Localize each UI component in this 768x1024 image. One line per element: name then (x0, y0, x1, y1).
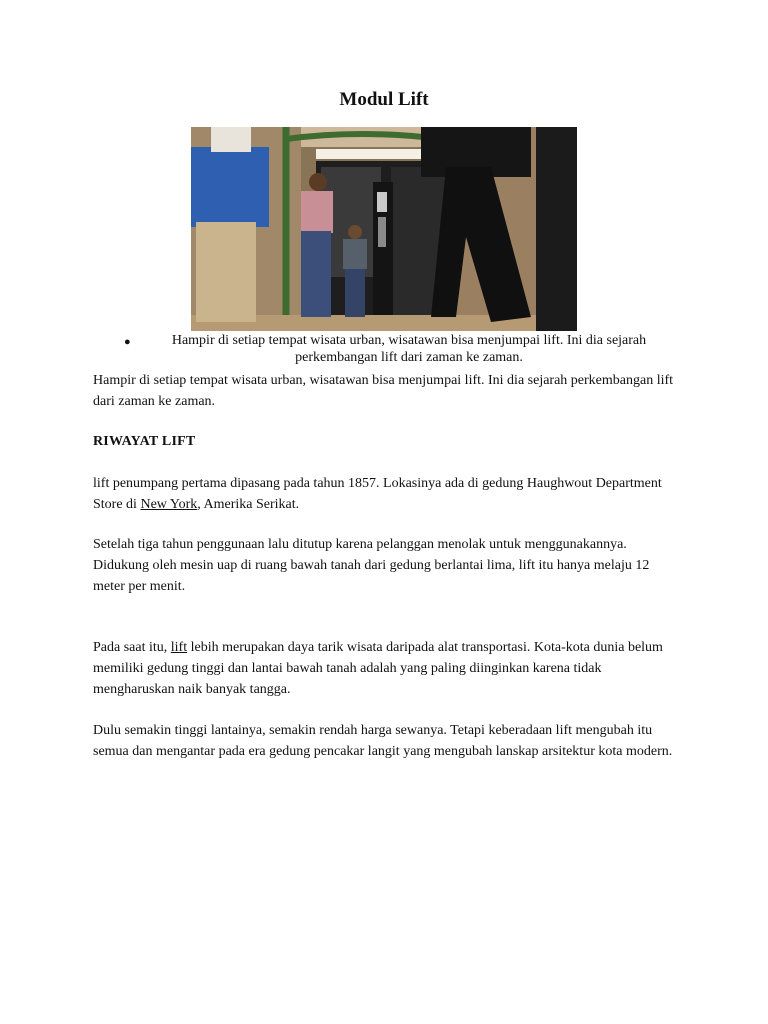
paragraph-3 (93, 637, 683, 700)
document-title: Modul Lift (339, 89, 429, 110)
paragraph-2: Setelah tiga tahun penggunaan lalu ditutup karena pelanggan menolak untuk menggunakannya. Didukung oleh mesin uap di ruang bawah tanah dari gedung berlantai lima, lift itu hanya melaju 12 meter per menit. (93, 537, 650, 594)
new-york-link[interactable]: New York (140, 497, 198, 512)
paragraph-1 (93, 473, 683, 515)
paragraph-1-text: lift penumpang pertama dipasang pada tahun 1857. Lokasinya ada di gedung Haughwout Department Store di (93, 476, 662, 512)
elevator-photo (191, 127, 577, 331)
elevator-photo-illustration (191, 127, 577, 331)
paragraph-3-text-end: lebih merupakan daya tarik wisata daripada alat transportasi. Kota-kota dunia belum memiliki gedung tinggi dan lantai bawah tanah adalah yang paling diinginkan karena tidak mengharuskan naik banyak tangga. (93, 640, 663, 697)
bullet-icon: ● (124, 336, 131, 348)
lift-link[interactable]: lift (170, 640, 188, 655)
paragraph-4: Dulu semakin tinggi lantainya, semakin rendah harga sewanya. Tetapi keberadaan lift mengubah itu semua dan mengantar pada era gedung pencakar langit yang mengubah lanskap arsitektur kota modern. (93, 723, 673, 759)
intro-paragraph: Hampir di setiap tempat wisata urban, wisatawan bisa menjumpai lift. Ini dia sejarah perkembangan lift dari zaman ke zaman. (93, 373, 674, 409)
image-caption: Hampir di setiap tempat wisata urban, wisatawan bisa menjumpai lift. Ini dia sejarah perkembangan lift dari zaman ke zaman. (171, 333, 647, 365)
paragraph-3-text: Pada saat itu, (93, 640, 171, 655)
paragraph-1-text-end: , Amerika Serikat. (197, 497, 300, 512)
section-heading: RIWAYAT LIFT (93, 434, 196, 449)
